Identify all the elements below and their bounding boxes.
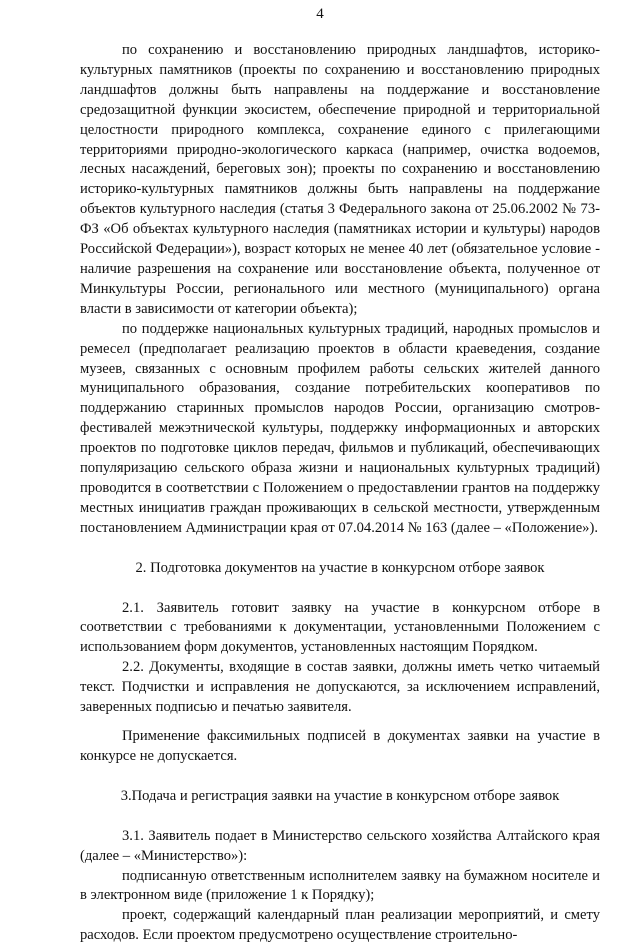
paragraph-3-1: 3.1. Заявитель подает в Министерство сельского хозяйства Алтайского края (далее – «Министерство»): [80,827,600,864]
paragraph-3-2: подписанную ответственным исполнителем заявку на бумажном носителе и в электронном виде (приложение 1 к Порядку); [80,867,600,904]
paragraph-2-2: 2.2. Документы, входящие в состав заявки, должны иметь четко читаемый текст. Подчистки и исправления не допускаются, за исключением исправлений, заверенных подписью и печатью заявителя. [80,659,600,716]
paragraph-3-3: проект, содержащий календарный план реализации мероприятий, и смету расходов. Если проектом предусмотрено осуществление строительно- [80,907,600,944]
paragraph-traditions: по поддержке национальных культурных традиций, народных промыслов и ремесел (предполагает реализацию проектов в области краеведения, создание музеев, связанных с основным профилем работы сельских жителей данного муниципального образования, создание потребительских кооперативов по поддержанию старинных промыслов народов России, организацию смотров-фестивалей межэтнической культуры, поддержку информационных и авторских проектов по подготовке циклов передач, фильмов и публикаций, обеспечивающих популяризацию сельского образа жизни и национальных культурных традиций) проводится в соответствии с Положением о предоставлении грантов на поддержку местных инициатив граждан проживающих в сельской местности, утвержденным постановлением Администрации края от 07.04.2014 № 163 (далее – «Положение»). [80,320,600,536]
document-body [80,41,600,946]
paragraph-2-1: 2.1. Заявитель готовит заявку на участие в конкурсном отборе в соответствии с требованиями к документации, установленными Положением с использованием форм документов, установленных настоящим Порядком. [80,599,600,656]
paragraph-2-3: Применение факсимильных подписей в документах заявки на участие в конкурсе не допускается. [80,728,600,764]
section-heading-3: 3.Подача и регистрация заявки на участие в конкурсном отборе заявок [120,787,560,804]
paragraph-landscapes: по сохранению и восстановлению природных ландшафтов, историко-культурных памятников (проекты по сохранению и восстановлению природных ландшафтов должны быть направлены на поддержание и восстановление средозащитной функции экосистем, обеспечение природной и территориальной целостности природного комплекса, сохранение единого с прилегающими территориями природно-экологического каркаса (например, очистка водоемов, лесных насаждений, береговых зон); проекты по сохранению и восстановлению историко-культурных памятников должны быть направлены на поддержание объектов культурного наследия (статья 3 Федерального закона от 25.06.2002 № 73-ФЗ «Об объектах культурного наследия (памятниках истории и культуры) народов Российской Федерации»), возраст которых не менее 40 лет (обязательное условие - наличие разрешения на сохранение или восстановление объекта, полученное от Минкультуры России, регионального или местного (муниципального) органа власти в зависимости от категории объекта); [80,42,600,317]
section-heading-2: 2. Подготовка документов на участие в конкурсном отборе заявок [135,559,545,576]
page-number: 4 [316,6,324,22]
